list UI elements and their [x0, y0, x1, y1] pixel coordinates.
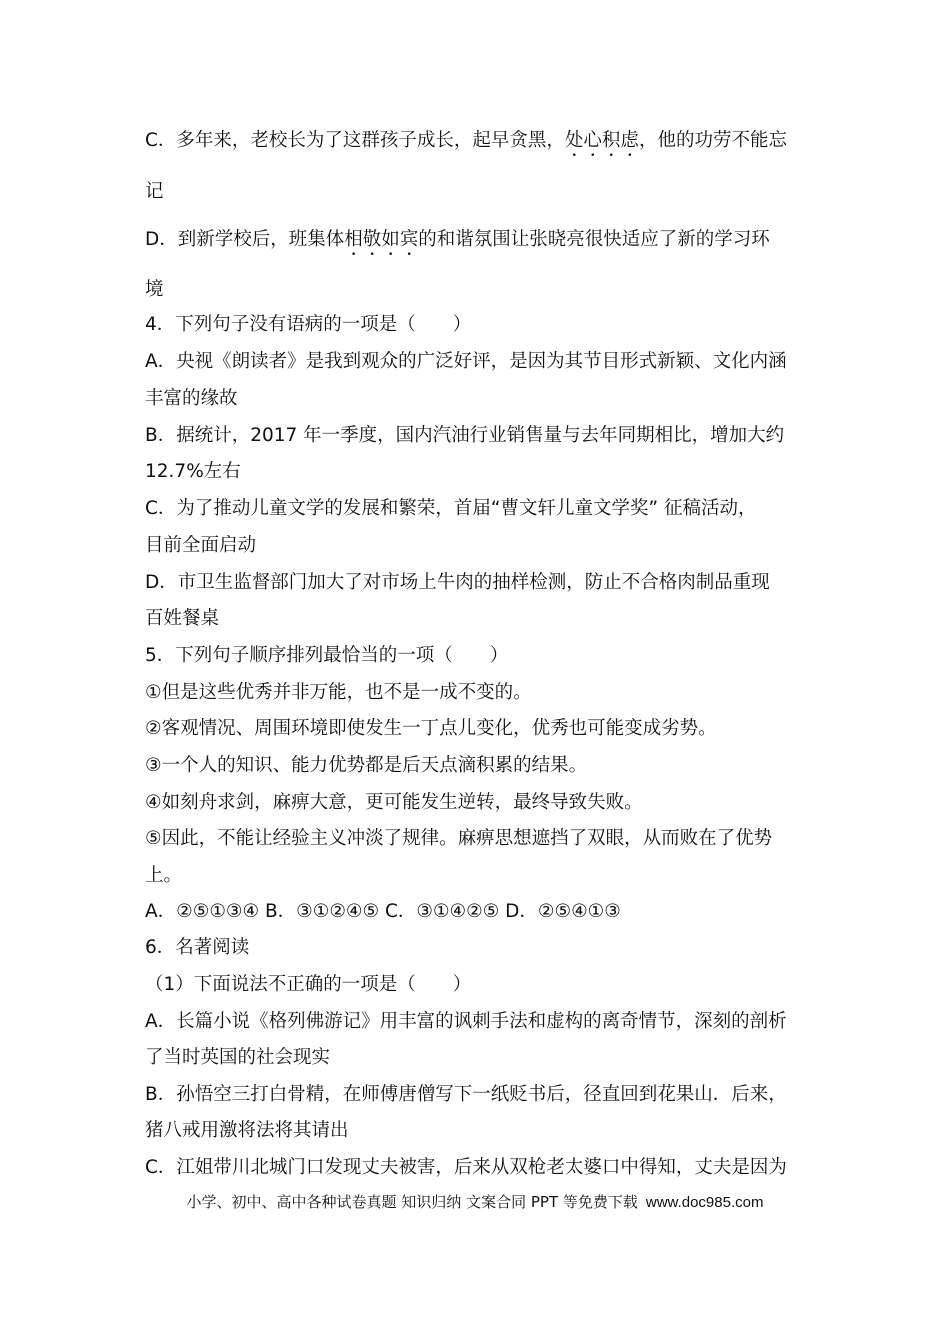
q4-option-d-line-2: 百姓餐桌	[145, 608, 220, 629]
q5-sentence-5-line-2: 上。	[145, 865, 183, 886]
q3-option-c-text-end: ，他的功劳不能忘	[638, 130, 787, 151]
q5-options: A．②⑤①③④ B．③①②④⑤ C．③①④②⑤ D．②⑤④①③	[145, 901, 621, 922]
q3-option-d-text-end: 的和谐氛围让张晓亮很快适应了新的学习环	[418, 229, 770, 250]
q6-option-b-line-2: 猪八戒用激将法将其请出	[145, 1120, 349, 1141]
q5-sentence-2: ②客观情况、周围环境即使发生一丁点儿变化，优秀也可能变成劣势。	[145, 718, 717, 739]
q6-option-c-line-1: C．江姐带川北城门口发现丈夫被害，后来从双枪老太婆口中得知，丈夫是因为	[145, 1157, 787, 1178]
q6-sub-question-1: （1）下面说法不正确的一项是（ ）	[145, 974, 472, 995]
q5-sentence-1: ①但是这些优秀并非万能，也不是一成不变的。	[145, 682, 532, 703]
q6-option-b-line-1: B．孙悟空三打白骨精，在师傅唐僧写下一纸贬书后，径直回到花果山．后来，	[145, 1084, 787, 1105]
q5-sentence-4: ④如刻舟求剑，麻痹大意，更可能发生逆转，最终导致失败。	[145, 792, 643, 813]
q6-option-a-line-1: A．长篇小说《格列佛游记》用丰富的讽刺手法和虚构的离奇情节，深刻的剖析	[145, 1011, 787, 1032]
footer-link[interactable]: www.doc985.com	[645, 1194, 764, 1211]
q6-stem: 6．名著阅读	[145, 937, 250, 958]
q4-option-b-line-2: 12.7%左右	[145, 461, 241, 482]
q3-option-d-text: D．到新学校后，班集体	[145, 229, 345, 250]
q3-option-c-text: C．多年来，老校长为了这群孩子成长，起早贪黑，	[145, 130, 565, 151]
q5-sentence-5-line-1: ⑤因此，不能让经验主义冲淡了规律。麻痹思想遮挡了双眼，从而败在了优势	[145, 828, 773, 849]
q3-option-c-line-1	[145, 130, 815, 161]
q4-option-c-line-2: 目前全面启动	[145, 535, 257, 556]
q3-option-c-emphasis: 处心积虑	[564, 130, 639, 151]
page-footer	[0, 1192, 950, 1213]
q3-option-d-line-2: 境	[145, 279, 164, 300]
q4-option-b-line-1: B．据统计，2017 年一季度，国内汽油行业销售量与去年同期相比，增加大约	[145, 425, 785, 446]
footer-text: 小学、初中、高中各种试卷真题 知识归纳 文案合同 PPT 等免费下载	[186, 1193, 638, 1211]
q5-sentence-3: ③一个人的知识、能力优势都是后天点滴积累的结果。	[145, 755, 588, 776]
q6-option-a-line-2: 了当时英国的社会现实	[145, 1047, 331, 1068]
q4-stem: 4．下列句子没有语病的一项是（ ）	[145, 314, 472, 335]
q3-option-d-emphasis: 相敬如宾	[344, 229, 419, 250]
q4-option-a-line-1: A．央视《朗读者》是我到观众的广泛好评，是因为其节目形式新颖、文化内涵	[145, 351, 787, 372]
q4-option-c-line-1: C．为了推动儿童文学的发展和繁荣，首届“曹文轩儿童文学奖” 征稿活动，	[145, 498, 757, 519]
q4-option-d-line-1: D．市卫生监督部门加大了对市场上牛肉的抽样检测，防止不合格肉制品重现	[145, 572, 770, 593]
q3-option-c-line-2: 记	[145, 181, 164, 202]
q3-option-d-line-1	[145, 229, 815, 260]
q4-option-a-line-2: 丰富的缘故	[145, 388, 238, 409]
q5-stem: 5．下列句子顺序排列最恰当的一项（ ）	[145, 645, 509, 666]
